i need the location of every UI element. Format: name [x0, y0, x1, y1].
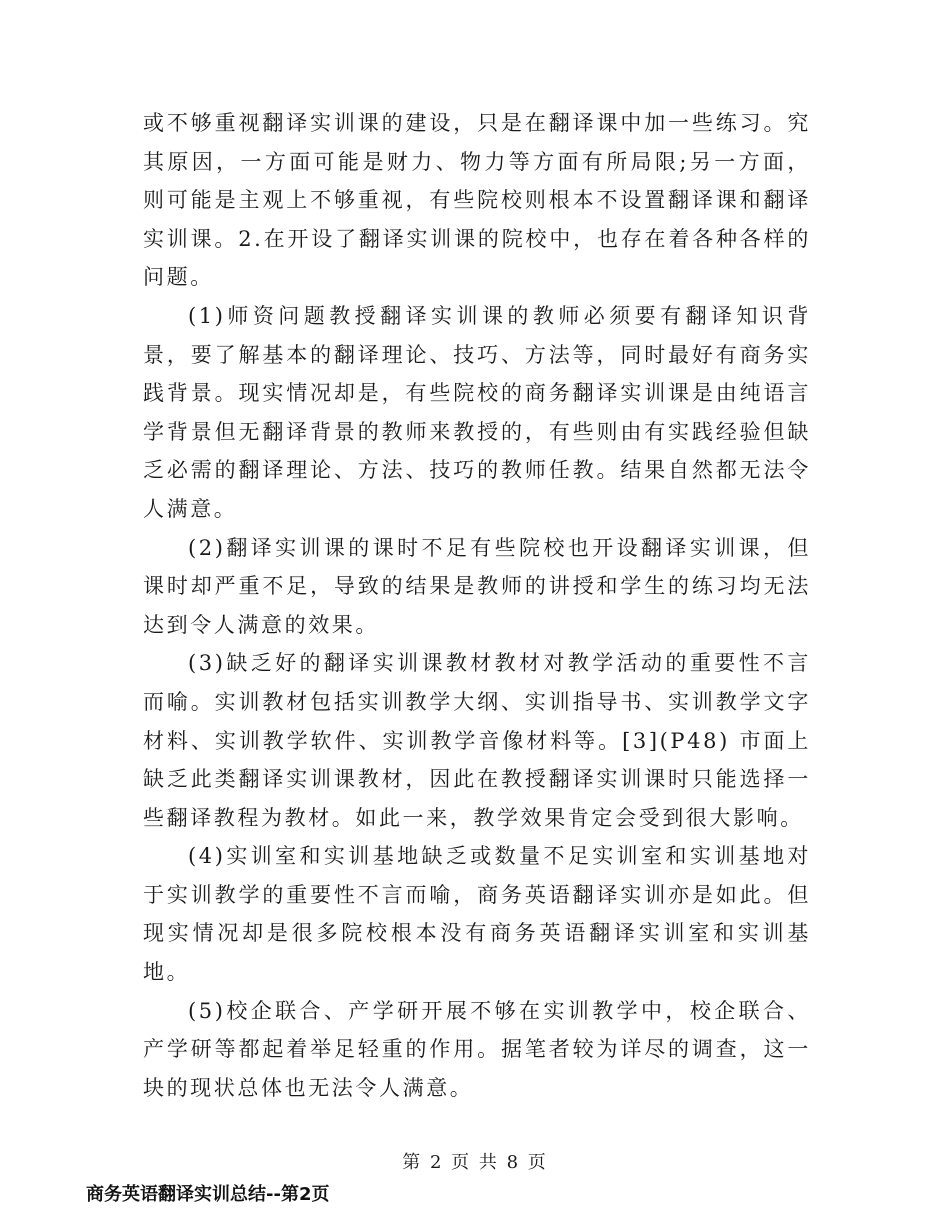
paragraph-training-rooms: (4)实训室和实训基地缺乏或数量不足实训室和实训基地对于实训教学的重要性不言而喻，商务英语翻译实训亦是如此。但现实情况却是很多院校根本没有商务英语翻译实训室和实训基地。 [143, 844, 811, 985]
paragraph-teacher-issue: (1)师资问题教授翻译实训课的教师必须要有翻译知识背景，要了解基本的翻译理论、技巧、方法等，同时最好有商务实践背景。现实情况却是，有些院校的商务翻译实训课是由纯语言学背景但无翻译背景的教师来教授的，有些则由有实践经验但缺乏必需的翻译理论、方法、技巧的教师任教。结果自然都无法令人满意。 [143, 303, 811, 521]
document-footer: 商务英语翻译实训总结--第2页 [86, 1184, 330, 1205]
paragraph-school-enterprise: (5)校企联合、产学研开展不够在实训教学中，校企联合、产学研等都起着举足轻重的作用。据笔者较为详尽的调查，这一块的现状总体也无法令人满意。 [143, 998, 811, 1100]
page-number: 第 2 页 共 8 页 [402, 1152, 548, 1173]
paragraph-textbooks: (3)缺乏好的翻译实训课教材教材对教学活动的重要性不言而喻。实训教材包括实训教学大纲、实训指导书、实训教学文字材料、实训教学软件、实训教学音像材料等。[3](P48) 市面上缺乏此类翻译实训课教材，因此在教授翻译实训课时只能选择一些翻译教程为教材。如此一来，教学效果肯定会受到很大影响。 [143, 651, 811, 830]
paragraph-class-hours: (2)翻译实训课的课时不足有些院校也开设翻译实训课，但课时却严重不足，导致的结果是教师的讲授和学生的练习均无法达到令人满意的效果。 [143, 535, 811, 637]
body-text [143, 104, 811, 1107]
paragraph-continuation: 或不够重视翻译实训课的建设，只是在翻译课中加一些练习。究其原因，一方面可能是财力、物力等方面有所局限;另一方面，则可能是主观上不够重视，有些院校则根本不设置翻译课和翻译实训课。2.在开设了翻译实训课的院校中，也存在着各种各样的问题。 [143, 111, 811, 290]
